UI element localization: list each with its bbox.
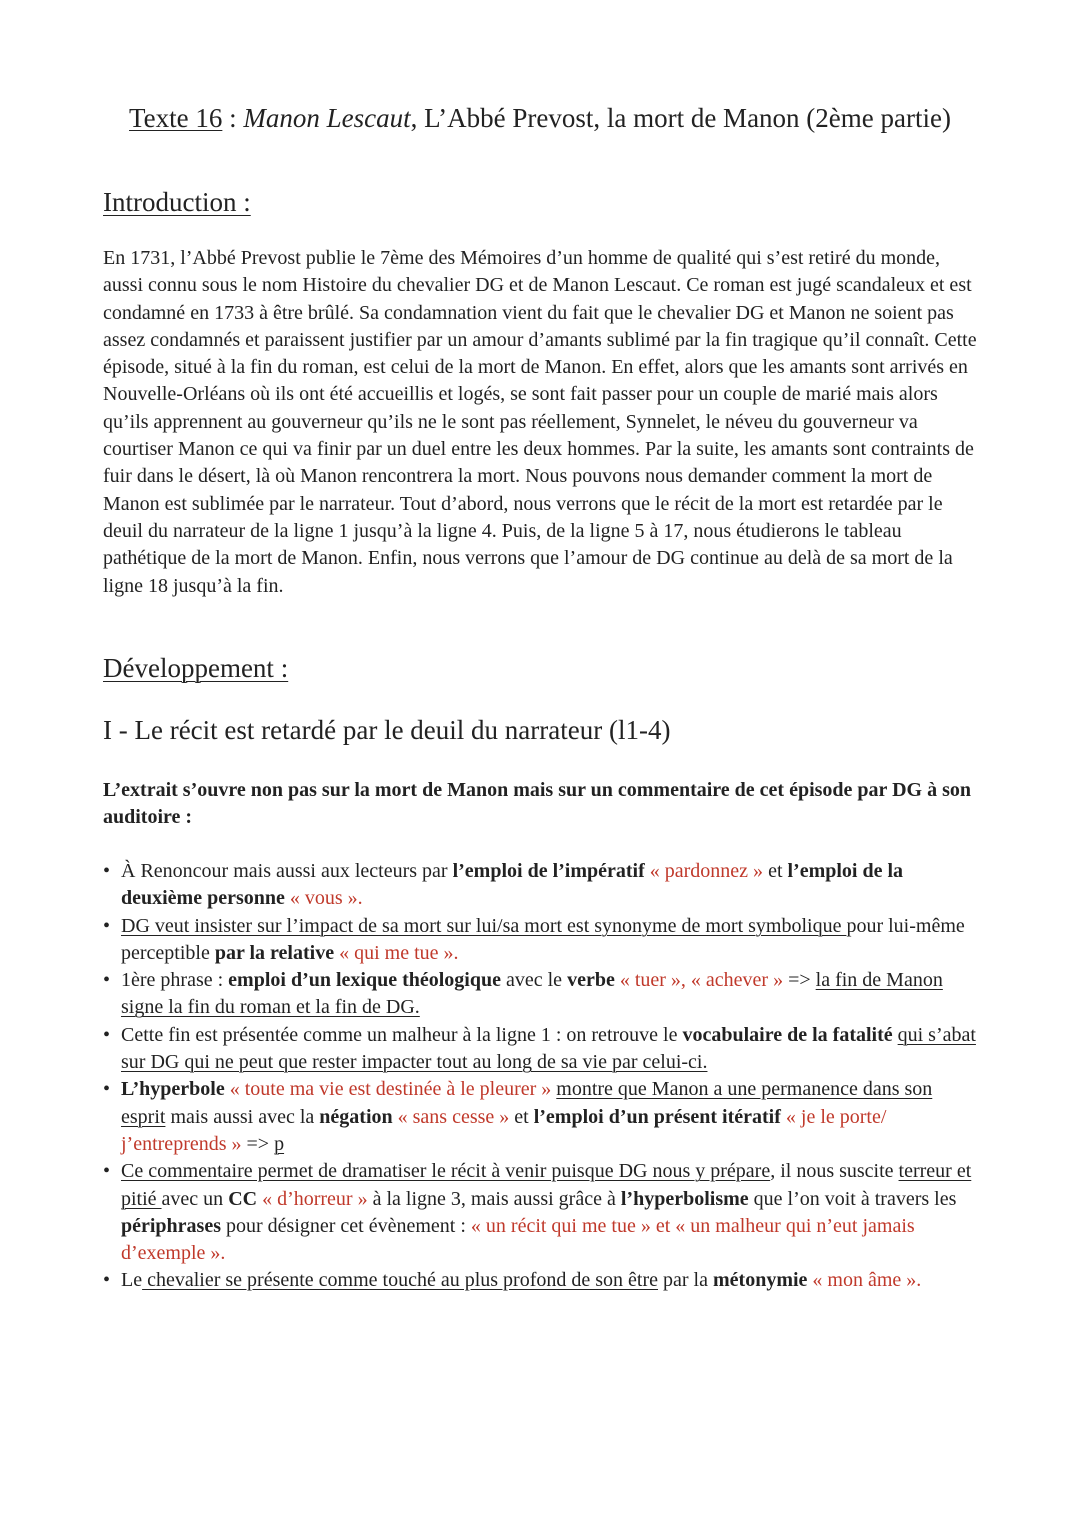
- bullet-text-segment: L’hyperbole: [121, 1078, 225, 1101]
- bullet-text-segment: négation: [319, 1105, 393, 1128]
- bullet-text-segment: terreur et pitié: [121, 1160, 972, 1210]
- bullet-text-segment: À Renoncour mais aussi aux lecteurs par: [121, 860, 453, 882]
- bullet-text-segment: « mon âme ».: [807, 1269, 922, 1292]
- bullet-text-segment: p: [274, 1132, 285, 1155]
- bullet-text-segment: par la relative: [214, 941, 340, 964]
- bullet-text-segment: « tuer », « achever »: [614, 969, 784, 992]
- introduction-paragraph: En 1731, l’Abbé Prevost publie le 7ème des Mémoires d’un homme de qualité qui s’est retiré du monde, aussi connu sous le nom Histoire du chevalier DG et de Manon Lescaut. Ce roman est jugé scandaleux et est condamné en 1733 à être brûlé. Sa condamnation vient du fait que le chevalier DG et Manon ne soient pas assez condamnés et paraissent justifier par un amour d’amants sublimé par la fin tragique qu’il connaît. Cette épisode, situé à la fin du roman, est celui de la mort de Manon. En effet, alors que les amants sont arrivés en Nouvelle-Orléans où ils ont été accueillis et logés, se sont fait passer pour un couple de marié mais alors qu’ils apprennent au gouverneur qu’ils ne le sont pas réellement, Synnelet, le néveu du gouverneur va courtiser Manon ce qui va finir par un duel entre les deux hommes. Par la suite, les amants sont contraints de fuir dans le désert, là où Manon rencontrera la mort. Nous pouvons nous demander comment la mort de Manon est sublimée par le narrateur. Tout d’abord, nous verrons que le récit de la mort est retardée par le deuil du narrateur de la ligne 1 jusqu’à la ligne 4. Puis, de la ligne 5 à 17, nous étudierons le tableau pathétique de la mort de Manon. Enfin, nous verrons que l’amour de DG continue au delà de sa mort de la ligne 18 jusqu’à la fin.: [103, 247, 977, 597]
- bullet-text-segment: vocabulaire de la fatalité: [682, 1023, 893, 1046]
- bullet-text-segment: « un récit qui me tue » et « un malheur qui n’eut jamais d’exemple ».: [121, 1214, 915, 1265]
- bullet-text-segment: emploi d’un lexique théologique: [228, 969, 501, 992]
- title-work: Manon Lescaut: [243, 103, 411, 133]
- bullet-text-segment: DG veut insister sur l’impact de sa mort sur lui/sa mort est synonyme de mort symbolique: [121, 914, 847, 937]
- analysis-bullet-list: [103, 858, 978, 1295]
- analysis-bullet-item: [103, 967, 978, 1022]
- bullet-text-segment: « toute ma vie est destinée à le pleurer »: [224, 1078, 552, 1101]
- bullet-text-segment: « vous ».: [289, 887, 363, 910]
- bullet-text-segment: « d’horreur »: [257, 1187, 368, 1210]
- bullet-text-segment: avec un: [161, 1187, 229, 1210]
- bullet-text-segment: mais aussi avec la: [165, 1105, 320, 1128]
- bullet-text-segment: pour désigner cet évènement :: [221, 1214, 471, 1237]
- bullet-text-segment: périphrases: [121, 1214, 221, 1237]
- analysis-bullet-item: [103, 1022, 978, 1077]
- document-title: [0, 98, 1080, 138]
- bullet-text-segment: à la ligne 3, mais aussi grâce à: [367, 1187, 621, 1210]
- bullet-text-segment: CC: [228, 1187, 258, 1210]
- section-1-title: I - Le récit est retardé par le deuil du narrateur (l1-4): [103, 715, 671, 745]
- bullet-text-segment: et: [509, 1105, 534, 1128]
- bullet-text-segment: verbe: [567, 969, 615, 992]
- bullet-text-segment: pour lui-même perceptible: [121, 914, 965, 964]
- bullet-text-segment: Ce commentaire permet de dramatiser le récit à venir puisque DG nous y prépare: [121, 1160, 771, 1183]
- analysis-bullet-item: [103, 913, 978, 968]
- bullet-text-segment: la fin de Manon signe la fin du roman et la fin de DG.: [121, 969, 943, 1019]
- bullet-text-segment: avec le: [500, 969, 568, 992]
- analysis-bullet-item: [103, 1158, 978, 1267]
- bullet-text-segment: « pardonnez »: [649, 860, 764, 882]
- bullet-text-segment: l’emploi de la deuxième personne: [121, 860, 904, 910]
- bullet-text-segment: métonymie: [713, 1269, 808, 1292]
- bullet-text-segment: , il nous suscite: [770, 1160, 899, 1183]
- bullet-text-segment: « qui me tue ».: [339, 941, 459, 964]
- bullet-text-segment: « je le porte/ j’entreprends »: [121, 1105, 887, 1155]
- bullet-text-segment: chevalier se présente comme touché au plus profond de son être: [142, 1269, 659, 1292]
- bullet-text-segment: l’emploi de l’impératif: [452, 860, 650, 882]
- bullet-text-segment: l’emploi d’un présent itératif: [533, 1105, 781, 1128]
- bullet-text-segment: montre que Manon a une permanence dans son esprit: [121, 1078, 933, 1128]
- bullet-text-segment: Le: [121, 1269, 143, 1292]
- title-colon: :: [222, 103, 244, 133]
- bullet-text-segment: 1ère phrase :: [121, 969, 229, 992]
- analysis-bullet-item: [103, 858, 978, 913]
- bullet-text-segment: qui s’abat sur DG qui ne peut que rester impacter tout au long de sa vie par celui-ci.: [121, 1023, 976, 1074]
- bullet-text-segment: et: [763, 860, 788, 882]
- title-text-number: Texte 16: [129, 103, 223, 133]
- bullet-text-segment: =>: [241, 1132, 275, 1155]
- title-rest: , L’Abbé Prevost, la mort de Manon (2ème partie): [410, 103, 951, 133]
- bullet-text-segment: Cette fin est présentée comme un malheur à la ligne 1 : on retrouve le: [121, 1023, 683, 1046]
- developpement-heading: Développement :: [103, 653, 289, 683]
- bullet-text-segment: par la: [658, 1269, 713, 1292]
- introduction-heading: Introduction :: [103, 187, 251, 217]
- bullet-text-segment: =>: [783, 969, 816, 992]
- analysis-bullet-item: [103, 1076, 978, 1158]
- bullet-text-segment: que l’on voit à travers les: [748, 1187, 957, 1210]
- section-1-lead: L’extrait s’ouvre non pas sur la mort de Manon mais sur un commentaire de cet épisode par DG à son auditoire :: [103, 779, 971, 829]
- bullet-text-segment: l’hyperbolisme: [620, 1187, 749, 1210]
- analysis-bullet-item: [103, 1267, 978, 1294]
- bullet-text-segment: « sans cesse »: [392, 1105, 510, 1128]
